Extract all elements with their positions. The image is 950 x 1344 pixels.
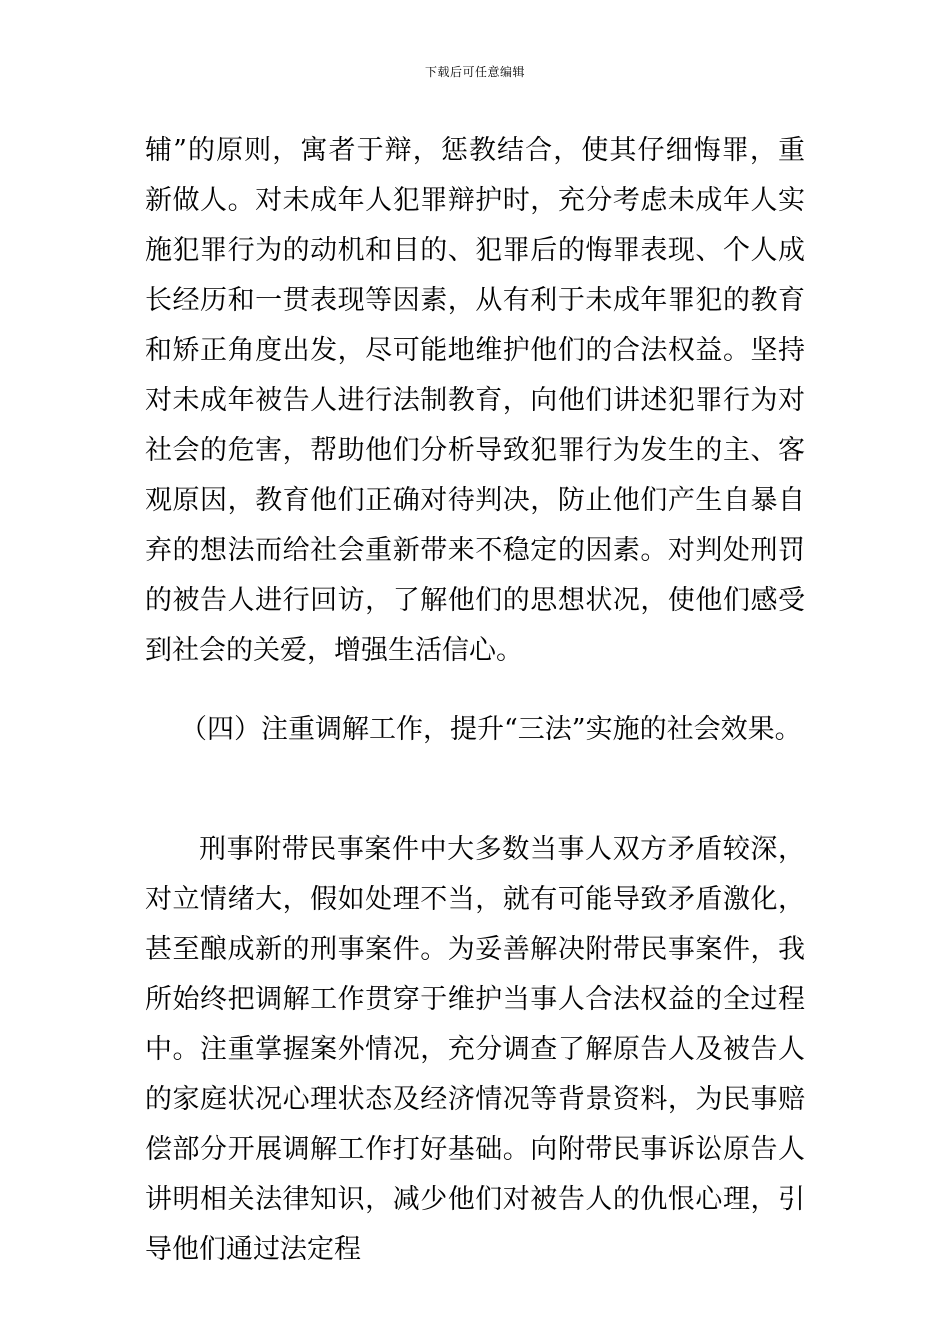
body-paragraph-1: 辅”的原则，寓者于辩，惩教结合，使其仔细悔罪，重新做人。对未成年人犯罪辩护时，充分考虑未成年人实施犯罪行为的动机和目的、犯罪后的悔罪表现、个人成长经历和一贯表现等因素，从有利于未成年罪犯的教育和矫正角度出发，尽可能地维护他们的合法权益。坚持对未成年被告人进行法制教育，向他们讲述犯罪行为对社会的危害，帮助他们分析导致犯罪行为发生的主、客观原因，教育他们正确对待判决，防止他们产生自暴自弃的想法而给社会重新带来不稳定的因素。对判处刑罚的被告人进行回访，了解他们的思想状况，使他们感受到社会的关爱，增强生活信心。 (145, 135, 805, 666)
section-heading: （四）注重调解工作，提升“三法”实施的社会效果。 (180, 714, 802, 745)
page-header: 下载后可任意编辑 (424, 65, 525, 79)
body-paragraph-2: 刑事附带民事案件中大多数当事人双方矛盾较深，对立情绪大，假如处理不当，就有可能导致矛盾激化，甚至酿成新的刑事案件。为妥善解决附带民事案件，我所始终把调解工作贯穿于维护当事人合法权益的全过程中。注重掌握案外情况，充分调查了解原告人及被告人的家庭状况心理状态及经济情况等背景资料，为民事赔偿部分开展调解工作打好基础。向附带民事诉讼原告人讲明相关法律知识，减少他们对被告人的仇恨心理，引导他们通过法定程 (145, 834, 805, 1265)
